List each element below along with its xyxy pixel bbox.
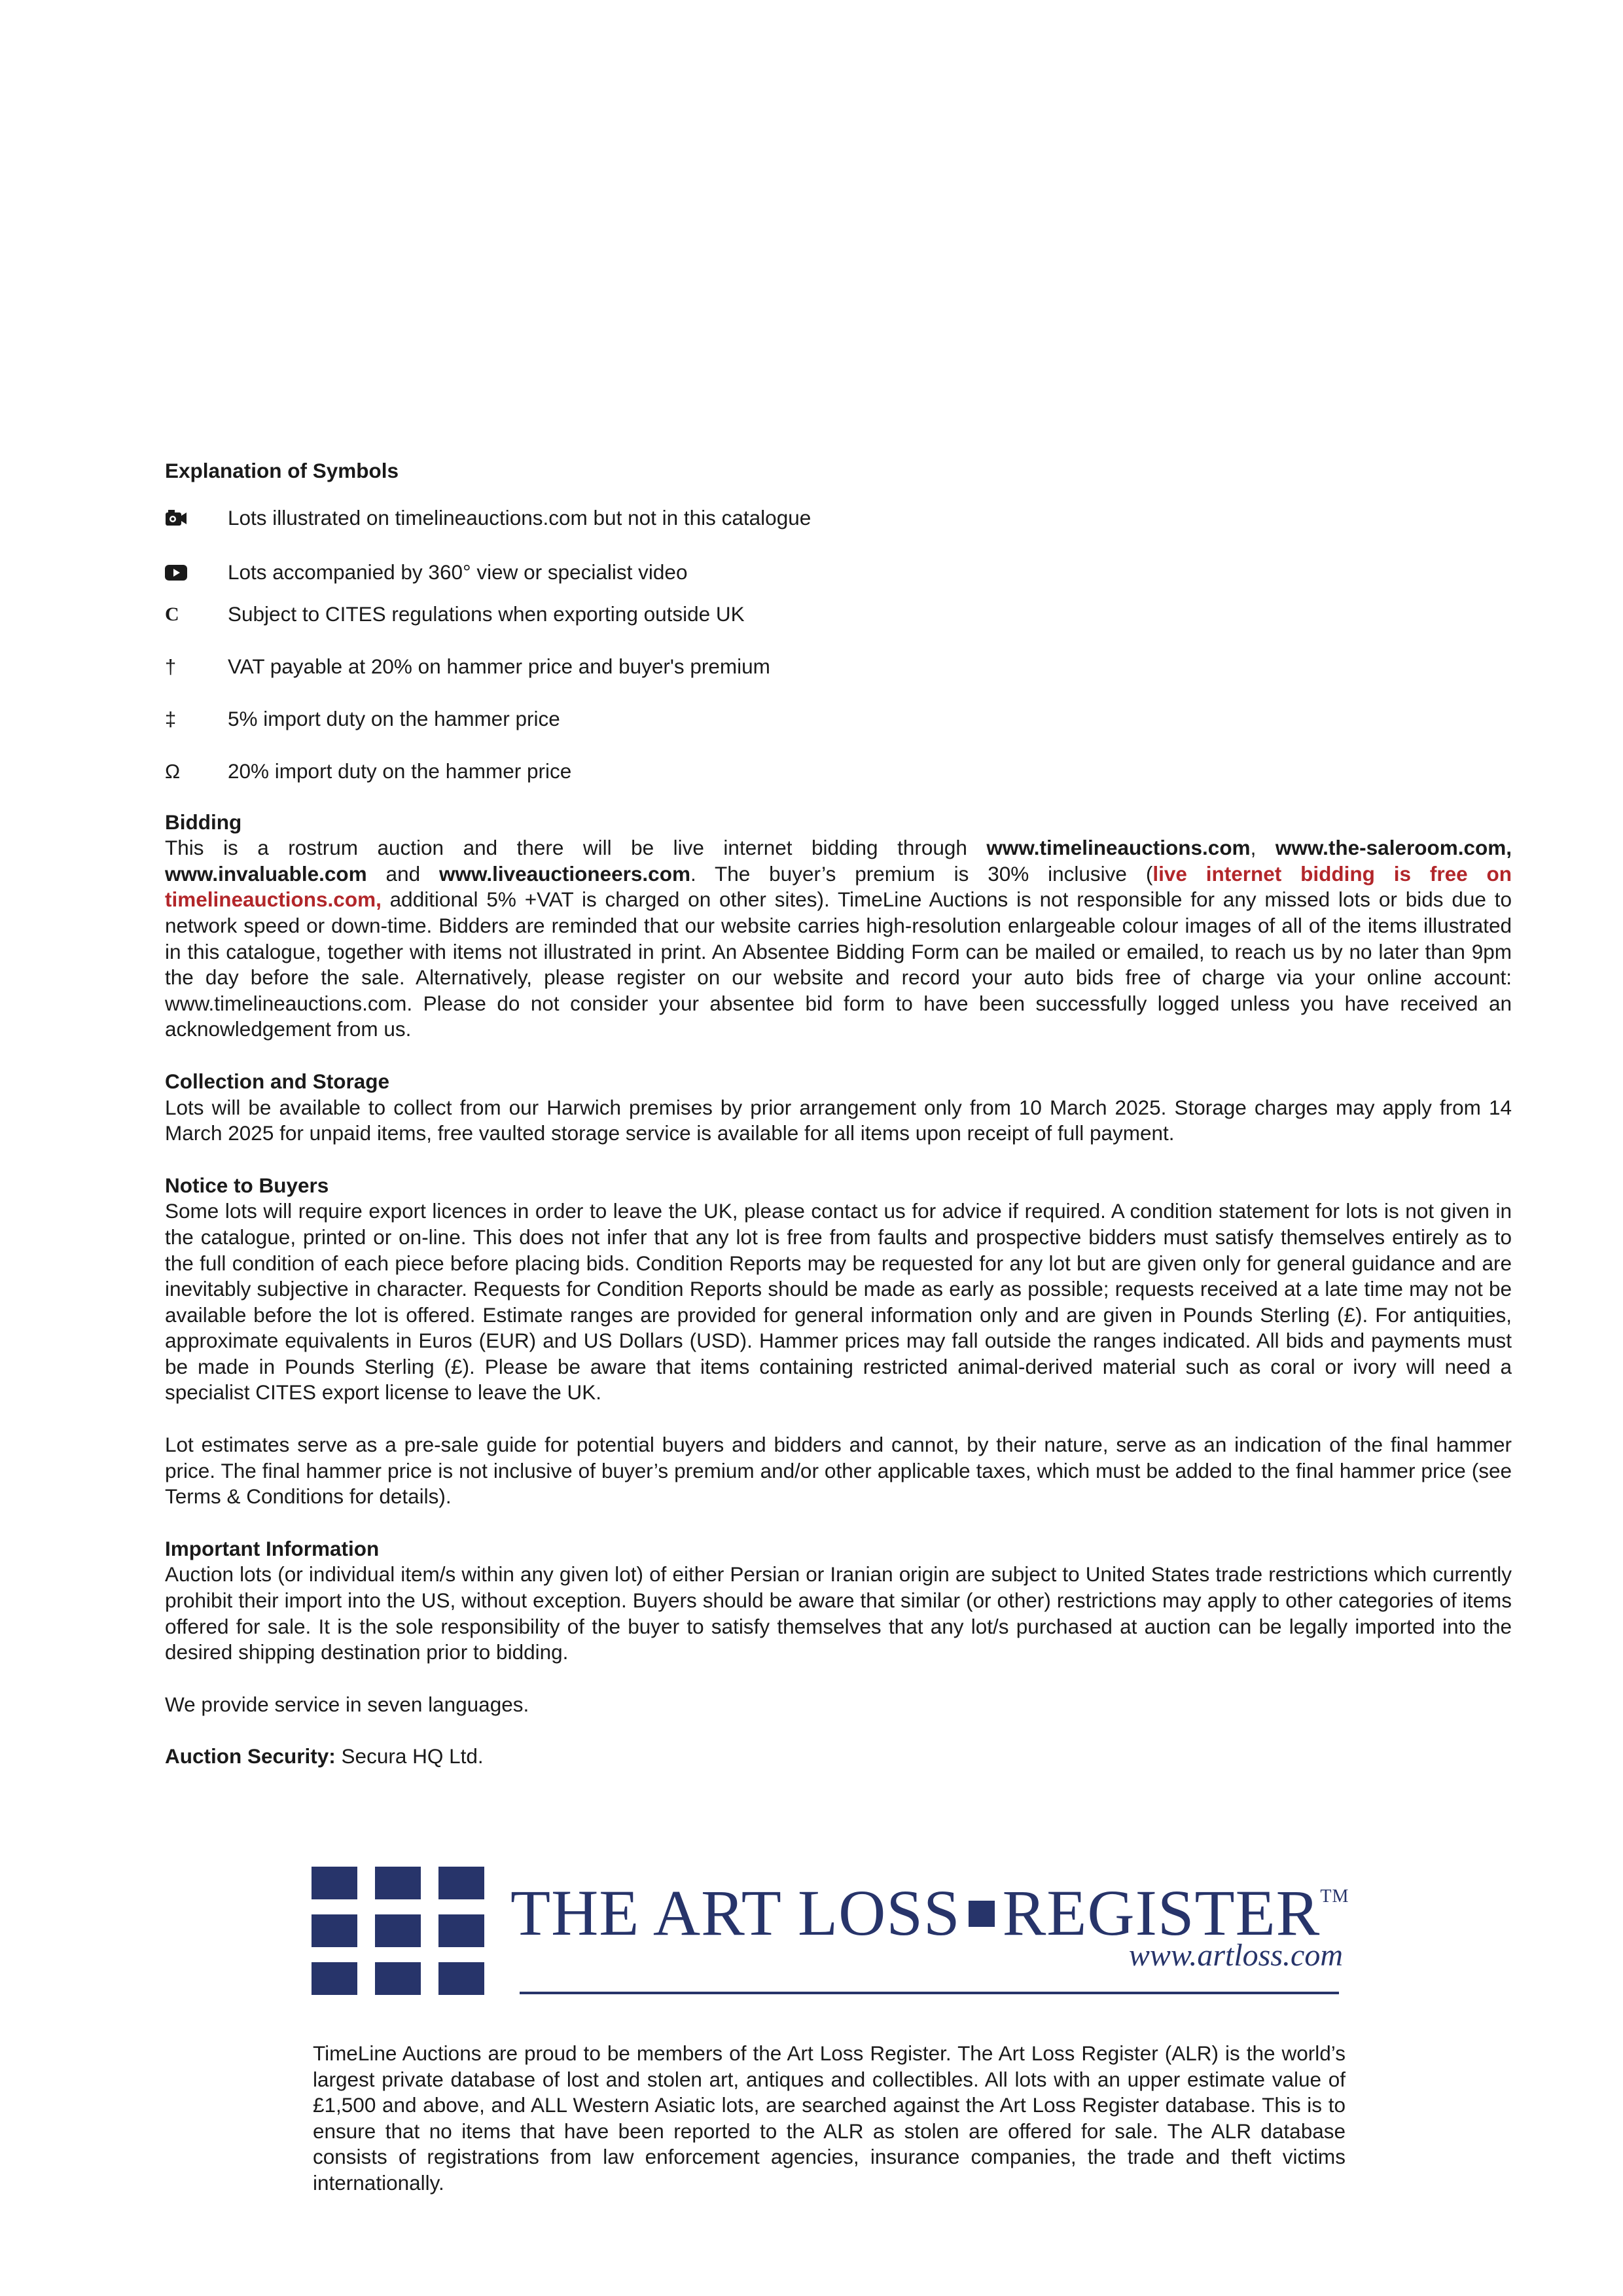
symbol-row-cites xyxy=(165,601,1512,628)
link-saleroom-invaluable[interactable]: www.the-saleroom.com, www.invaluable.com xyxy=(165,836,1512,886)
notice-section xyxy=(165,1173,1512,1510)
bidding-text: This is a rostrum auction and there will be live internet bidding through www.timelineauctions.com, www.the-saleroom.com, www.invaluable.com and www.liveauctioneers.com. The buyer’s premium is 30% inclusive (live internet bidding is free on timelineauctions.com, additional 5% +VAT is charged on other sites). TimeLine Auctions is not responsible for any missed lots or bids due to network speed or down-time. Bidders are reminded that our website carries high-resolution enlargeable colour images of all of the items illustrated in this catalogue, together with items not illustrated in print. An Absentee Bidding Form can be mailed or emailed, to reach us by no later than 9pm the day before the sale. Alternatively, please register on our website and record your auto bids free of charge via your online account: www.timelineauctions.com. Please do not consider your absentee bid form to have been successfully logged unless you have received an acknowledgement from us. xyxy=(165,836,1512,1041)
security-line xyxy=(165,1744,1512,1770)
bidding-section xyxy=(165,810,1512,1043)
notice-heading: Notice to Buyers xyxy=(165,1173,329,1197)
symbol-text: VAT payable at 20% on hammer price and buyer's premium xyxy=(228,654,770,678)
alr-title: THE ART LOSS REGISTER™ xyxy=(510,1876,1349,1949)
symbols-heading: Explanation of Symbols xyxy=(165,459,399,482)
alr-divider xyxy=(520,1992,1339,1994)
double-dagger-icon: ‡ xyxy=(165,707,177,730)
symbol-row-vat xyxy=(165,654,1512,680)
cites-icon: C xyxy=(165,603,179,625)
link-liveauctioneers[interactable]: www.liveauctioneers.com xyxy=(438,861,690,886)
important-text: Auction lots (or individual item/s within any given lot) of either Persian or Iranian origin are subject to United States trade restrictions which currently prohibit their import into the US, without exception. Buyers should be aware that similar (or other) restrictions may apply to other categories of items offered for sale. It is the sole responsibility of the buyer to satisfy themselves that any lot/s purchased at auction can be legally imported into the desired shipping destination prior to bidding. xyxy=(165,1562,1512,1664)
trademark-sign: TM xyxy=(1320,1886,1349,1907)
alr-description: TimeLine Auctions are proud to be members of the Art Loss Register. The Art Loss Register (ALR) is the world’s largest private database of lost and stolen art, antiques and collectibles. All lots with an upper estimate value of £1,500 and above, and ALL Western Asiatic lots, are searched against the Art Loss Register database. This is to ensure that no items that have been reported to the ALR as stolen are offered for sale. The ALR database consists of registrations from law enforcement agencies, insurance companies, the trade and theft victims internationally. xyxy=(313,2041,1346,2195)
info-content xyxy=(165,458,1512,1770)
camera-icon xyxy=(165,510,228,527)
free-bidding-highlight: live internet bidding is free on timelineauctions.com, xyxy=(165,861,1512,912)
art-loss-register-logo xyxy=(312,1867,1372,1998)
collection-section xyxy=(165,1069,1512,1147)
symbol-text: Lots accompanied by 360° view or specialist video xyxy=(228,560,688,584)
languages-text: We provide service in seven languages. xyxy=(165,1692,529,1716)
security-label: Auction Security: xyxy=(165,1744,336,1768)
symbol-text: Lots illustrated on timelineauctions.com but not in this catalogue xyxy=(228,505,812,529)
collection-heading: Collection and Storage xyxy=(165,1069,390,1093)
security-value: Secura HQ Ltd. xyxy=(335,1744,484,1768)
bidding-heading: Bidding xyxy=(165,810,242,834)
omega-icon: Ω xyxy=(165,759,181,783)
estimates-text: Lot estimates serve as a pre-sale guide for potential buyers and bidders and cannot, by their nature, serve as an indication of the final hammer price. The final hammer price is not inclusive of buyer’s premium and/or other applicable taxes, which must be added to the final hammer price (see Terms & Conditions for details). xyxy=(165,1433,1512,1509)
alr-url[interactable]: www.artloss.com xyxy=(1128,1938,1343,1973)
symbol-text: Subject to CITES regulations when exporting outside UK xyxy=(228,601,745,626)
play-video-icon xyxy=(165,564,228,581)
notice-text: Some lots will require export licences in order to leave the UK, please contact us for advice if required. A condition statement for lots is not given in the catalogue, printed or on-line. This does not infer that any lot is free from faults and prospective bidders must satisfy themselves entirely as to the full condition of each piece before placing bids. Condition Reports may be requested for any lot but are given only for general guidance and are inevitably subjective in character. Requests for Condition Reports should be made as early as possible; requests received at a late time may not be available before the lot is offered. Estimate ranges are provided for general information only and are given in Pounds Sterling (£). For antiquities, approximate equivalents in Euros (EUR) and US Dollars (USD). Hammer prices may fall outside the ranges indicated. All bids and payments must be made in Pounds Sterling (£). Please be aware that items containing restricted animal-derived material such as coral or ivory will need a specialist CITES export license to leave the UK. xyxy=(165,1199,1512,1405)
collection-text: Lots will be available to collect from our Harwich premises by prior arrangement only from 10 March 2025. Storage charges may apply from 14 March 2025 for unpaid items, free vaulted storage service is available for all items upon receipt of full payment. xyxy=(165,1095,1512,1145)
important-section xyxy=(165,1536,1512,1666)
symbol-text: 5% import duty on the hammer price xyxy=(228,706,560,730)
dagger-icon: † xyxy=(165,655,177,678)
alr-logo-squares xyxy=(312,1867,484,1995)
square-bullet-icon xyxy=(969,1901,995,1927)
symbol-row-video xyxy=(165,560,1512,586)
symbols-list xyxy=(165,505,1512,785)
link-timelineauctions[interactable]: www.timelineauctions.com xyxy=(986,836,1251,860)
symbol-row-import-5 xyxy=(165,706,1512,732)
symbol-row-camera xyxy=(165,505,1512,531)
symbol-row-import-20 xyxy=(165,759,1512,785)
important-heading: Important Information xyxy=(165,1536,380,1560)
symbol-text: 20% import duty on the hammer price xyxy=(228,759,572,783)
